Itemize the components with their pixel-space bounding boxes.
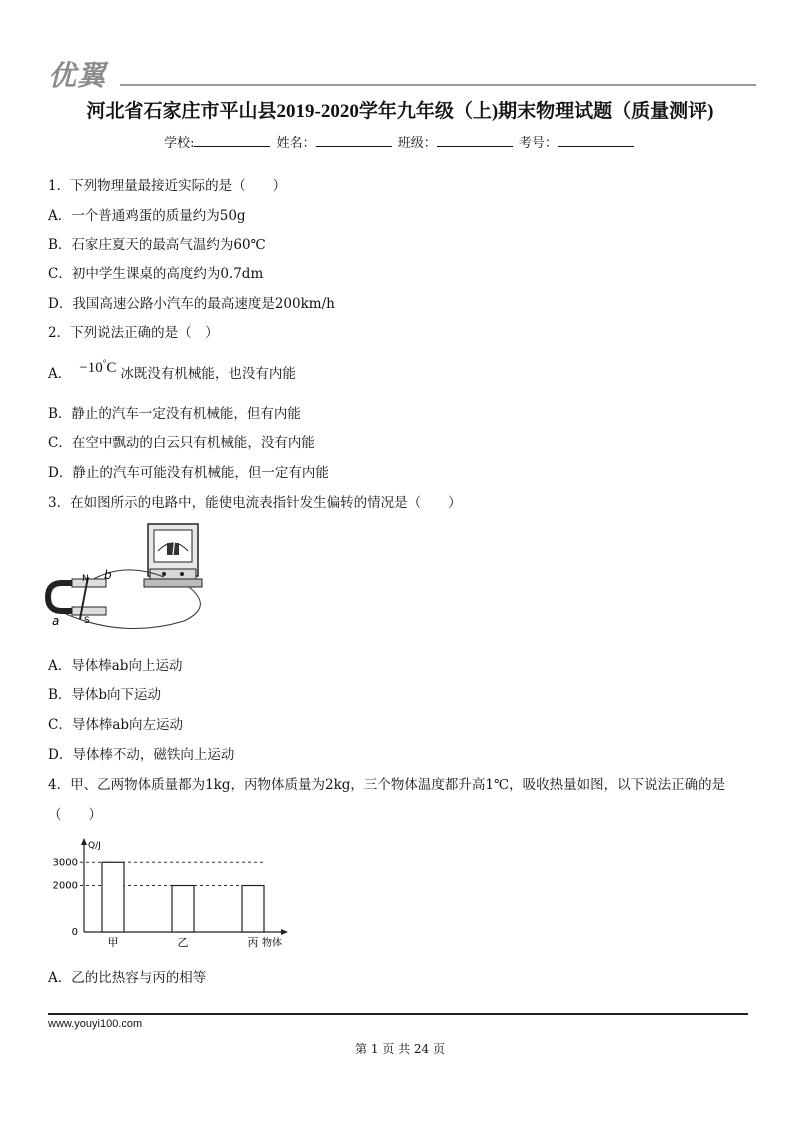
- q2-option-a-text: 冰既没有机械能，也没有内能: [120, 366, 296, 382]
- n-pole-label: N: [82, 574, 89, 584]
- q3-option-a: A．导体棒ab向上运动: [48, 658, 183, 674]
- galvanometer: [144, 524, 202, 587]
- q4-stem: 4．甲、乙两物体质量都为1kg，丙物体质量为2kg，三个物体温度都升高1℃，吸收热量如图，以下说法正确的是: [48, 777, 726, 793]
- exam-no-blank[interactable]: [558, 134, 634, 147]
- school-label: 学校:: [164, 136, 195, 151]
- y-tick-label-0: 0: [71, 927, 78, 938]
- q2-option-d: D．静止的汽车可能没有机械能，但一定有内能: [48, 465, 329, 481]
- page-number: 第 1 页 共 24 页: [355, 1042, 445, 1056]
- q4-stem-cont: （ ）: [48, 807, 102, 823]
- q3-stem: 3．在如图所示的电路中，能使电流表指针发生偏转的情况是（ ）: [48, 495, 462, 511]
- header-rule: [120, 84, 756, 86]
- formula-value: −10: [79, 360, 103, 376]
- q3-option-c: C．导体棒ab向左运动: [48, 717, 184, 733]
- s-pole-label: S: [84, 616, 90, 626]
- q1-option-c: C．初中学生课桌的高度约为0.7dm: [48, 266, 264, 282]
- class-label: 班级：: [397, 136, 437, 151]
- y-axis-arrow: [81, 838, 87, 845]
- bar-1: [102, 862, 124, 932]
- q1-option-b: B．石家庄夏天的最高气温约为60℃: [48, 237, 266, 253]
- bar-3: [242, 886, 264, 932]
- footer-url[interactable]: www.youyi100.com: [48, 1018, 143, 1030]
- x-tick-label-2: 乙: [177, 936, 189, 949]
- q1-stem: 1．下列物理量最接近实际的是（ ）: [48, 178, 287, 194]
- q1-option-d: D．我国高速公路小汽车的最高速度是200km/h: [48, 296, 335, 312]
- q2-option-a-prefix: A．: [48, 366, 72, 382]
- page-title: 河北省石家庄市平山县2019-2020学年九年级（上)期末物理试题（质量测评): [86, 101, 714, 122]
- y-axis-label: Q/J: [88, 841, 101, 851]
- q2-stem: 2．下列说法正确的是（ ）: [48, 325, 219, 341]
- class-blank[interactable]: [437, 134, 513, 147]
- x-tick-label-3: 丙: [247, 936, 259, 949]
- q2-option-c: C．在空中飘动的白云只有机械能，没有内能: [48, 435, 315, 451]
- q2-option-b: B．静止的汽车一定没有机械能，但有内能: [48, 406, 301, 422]
- q2-temperature-formula: [79, 360, 116, 376]
- x-axis-label: 物体: [262, 938, 282, 949]
- degree-sign: °: [102, 358, 107, 368]
- y-tick-label-2000: 2000: [52, 880, 78, 892]
- x-axis-arrow: [281, 929, 288, 935]
- rod-end-a-label: a: [52, 614, 60, 628]
- formula-unit: C: [106, 360, 117, 376]
- y-tick-label-3000: 3000: [52, 857, 78, 869]
- bar-2: [172, 886, 194, 932]
- name-label: 姓名：: [276, 136, 316, 151]
- rod-end-b-label: b: [104, 568, 112, 582]
- x-tick-label-1: 甲: [107, 936, 119, 949]
- school-blank[interactable]: [194, 134, 270, 147]
- u-magnet: [48, 579, 106, 615]
- logo: 优翼: [48, 59, 107, 92]
- q3-circuit-figure: [44, 521, 244, 639]
- q3-option-b: B．导体b向下运动: [48, 687, 162, 703]
- q4-heat-chart: [44, 836, 294, 954]
- name-blank[interactable]: [316, 134, 392, 147]
- q3-option-d: D．导体棒不动，磁铁向上运动: [48, 747, 235, 763]
- q4-option-a: A．乙的比热容与丙的相等: [48, 970, 207, 986]
- student-info-fields: [0, 132, 800, 151]
- exam-no-label: 考号：: [518, 136, 558, 151]
- footer-rule: [48, 1013, 748, 1015]
- q1-option-a: A．一个普通鸡蛋的质量约为50g: [48, 208, 246, 224]
- q2-option-a: [48, 358, 296, 383]
